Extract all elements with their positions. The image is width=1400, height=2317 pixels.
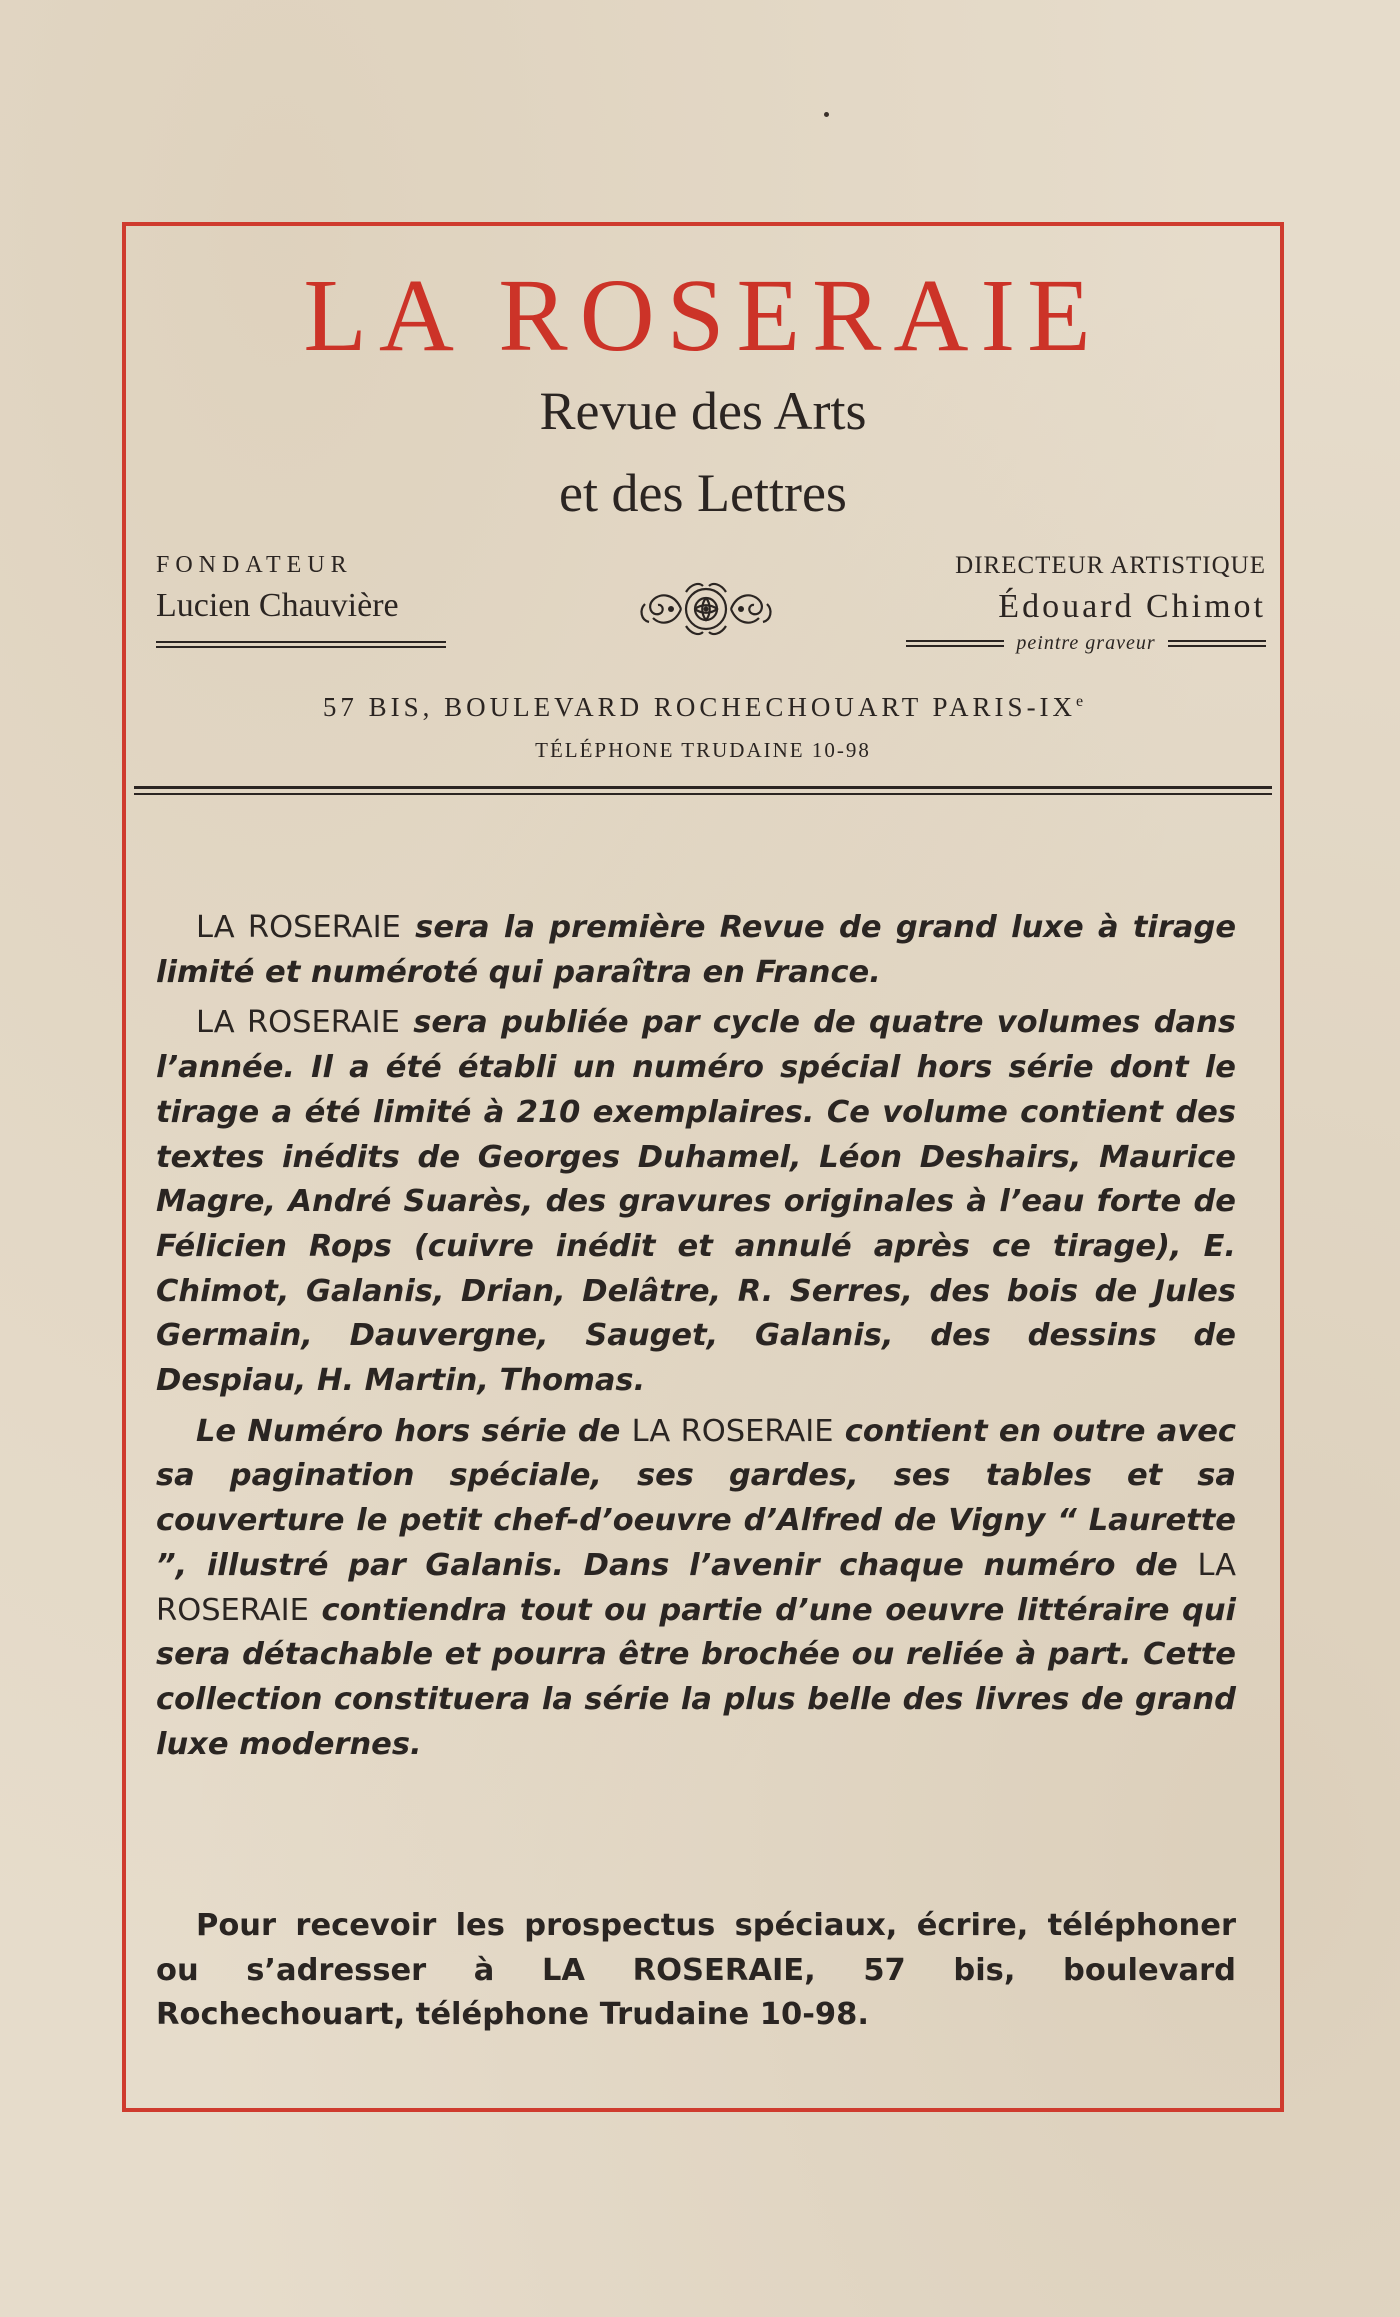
address-text: 57 BIS, BOULEVARD ROCHECHOUART PARIS-IX — [322, 692, 1077, 722]
paragraph-2 — [156, 1001, 1236, 1403]
founder-role: FONDATEUR — [156, 552, 353, 578]
ink-speck — [824, 112, 829, 117]
address-superscript: e — [1076, 693, 1084, 710]
paragraph-3 — [156, 1410, 1236, 1768]
paragraph-3-text-b: contient en outre avec sa pagination spéciale, ses gardes, ses tables et sa couverture le petit chef-d’oeuvre d’Alfred de Vigny “ Laurette ”, illustré par Galanis. Dans l’avenir chaque numéro de — [156, 1413, 1236, 1583]
telephone-line: TÉLÉPHONE TRUDAINE 10-98 — [535, 738, 871, 762]
founder-block — [156, 552, 446, 648]
founder-name: Lucien Chauvière — [156, 587, 399, 624]
paragraph-3-text-a: Le Numéro hors série de — [196, 1413, 632, 1449]
director-role: DIRECTEUR ARTISTIQUE — [955, 552, 1266, 579]
red-border-frame — [122, 222, 1284, 2112]
header-divider — [134, 786, 1272, 795]
contact-text: Pour recevoir les prospectus spéciaux, écrire, téléphoner ou s’adresser à LA ROSERAIE, 57 bis, boulevard Rochechouart, téléphone Trudaine 10-98. — [156, 1908, 1236, 2033]
address-line — [126, 692, 1280, 723]
director-rule-right — [1168, 640, 1266, 647]
paragraph-2-text: sera publiée par cycle de quatre volumes dans l’année. Il a été établi un numéro spécial hors série dont le tirage a été limité à 210 exemplaires. Ce volume contient des textes inédits de Georges Duhamel, Léon Deshairs, Maurice Magre, André Suarès, des gravures originales à l’eau forte de Félicien Rops (cuivre inédit et annulé après ce tirage), E. Chimot, Galanis, Drian, Delâtre, R. Serres, des bois de Jules Germain, Dauvergne, Sauget, Galanis, des dessins de Despiau, H. Martin, Thomas. — [156, 1005, 1236, 1399]
paragraph-3-text-c: contiendra tout ou partie d’une oeuvre littéraire qui sera détachable et pourra être brochée ou reliée à part. Cette collection constituera la série la plus belle des livres de grand luxe modernes. — [156, 1592, 1236, 1762]
floral-ornament-icon — [631, 574, 781, 644]
director-rule-left — [906, 640, 1004, 647]
subtitle-line-1: Revue des Arts — [539, 381, 867, 441]
page-title: LA ROSERAIE — [303, 258, 1103, 373]
paragraph-1 — [156, 906, 1236, 995]
brand-name: LA ROSERAIE — [156, 1547, 1236, 1628]
founder-underline — [156, 641, 446, 648]
paragraph-1-text: sera la première Revue de grand luxe à tirage limité et numéroté qui paraîtra en France. — [156, 910, 1237, 990]
announcement-body — [156, 906, 1236, 1773]
director-name: Édouard Chimot — [998, 588, 1266, 625]
brand-name: LA ROSERAIE — [196, 910, 401, 945]
director-subtitle: peintre graveur — [1016, 632, 1156, 654]
contact-paragraph — [156, 1904, 1236, 2038]
brand-name: LA ROSERAIE — [631, 1413, 834, 1449]
director-block — [906, 552, 1266, 655]
brand-name: LA ROSERAIE — [196, 1005, 400, 1041]
director-subtitle-row — [906, 632, 1266, 655]
subtitle-line-2: et des Lettres — [559, 463, 847, 523]
